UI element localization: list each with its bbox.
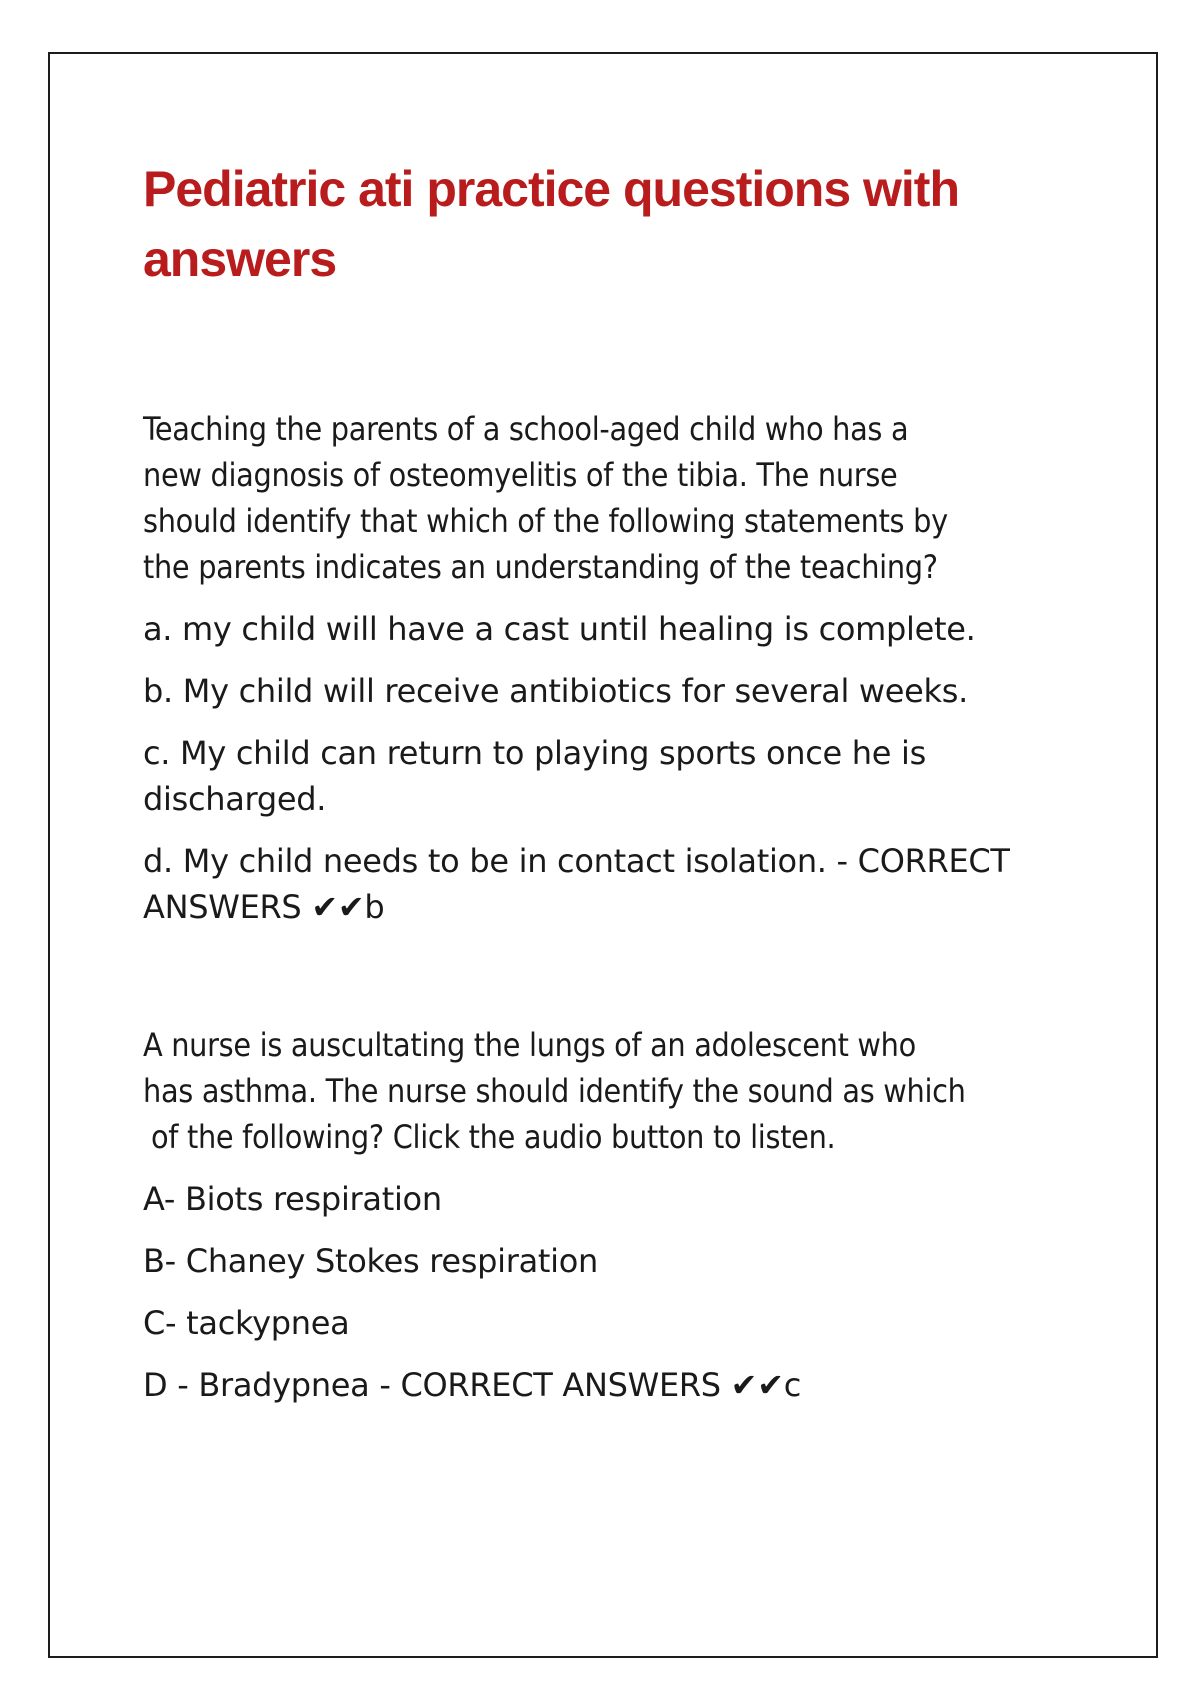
stem-line: A nurse is auscultating the lungs of an adolescent who (143, 1026, 916, 1064)
option-line: d. My child needs to be in contact isolation. - CORRECT (143, 842, 1010, 880)
option-line: C- tackypnea (143, 1304, 350, 1342)
option-line: discharged. (143, 780, 327, 818)
option-d-with-answer (143, 1362, 1103, 1408)
correct-answer-line: ANSWERS ✔✔b (143, 888, 385, 926)
document-title (143, 154, 1003, 294)
page-content (143, 154, 1103, 1408)
stem-line: of the following? Click the audio button to listen. (151, 1118, 836, 1156)
title-line: answers (143, 231, 337, 287)
option-a (143, 606, 1103, 652)
option-line: B- Chaney Stokes respiration (143, 1242, 599, 1280)
title-line: Pediatric ati practice questions with (143, 161, 960, 217)
option-line: A- Biots respiration (143, 1180, 442, 1218)
correct-answer-line: D - Bradypnea - CORRECT ANSWERS ✔✔c (143, 1366, 802, 1404)
question-2 (143, 1022, 1103, 1408)
option-line: c. My child can return to playing sports once he is (143, 734, 926, 772)
stem-line: has asthma. The nurse should identify the sound as which (143, 1072, 966, 1110)
option-line: a. my child will have a cast until healing is complete. (143, 610, 976, 648)
stem-line: the parents indicates an understanding of the teaching? (143, 548, 938, 586)
option-a (143, 1176, 1103, 1222)
stem-line: should identify that which of the following statements by (143, 502, 948, 540)
option-b (143, 1238, 1103, 1284)
stem-line: new diagnosis of osteomyelitis of the tibia. The nurse (143, 456, 898, 494)
question-1 (143, 406, 1103, 930)
page-frame (48, 52, 1158, 1658)
option-c (143, 1300, 1103, 1346)
option-c (143, 730, 1103, 822)
stem-line: Teaching the parents of a school-aged child who has a (143, 410, 909, 448)
option-d-with-answer (143, 838, 1103, 930)
question-stem (143, 1022, 1103, 1160)
option-line: b. My child will receive antibiotics for several weeks. (143, 672, 969, 710)
option-b (143, 668, 1103, 714)
question-stem (143, 406, 1103, 590)
